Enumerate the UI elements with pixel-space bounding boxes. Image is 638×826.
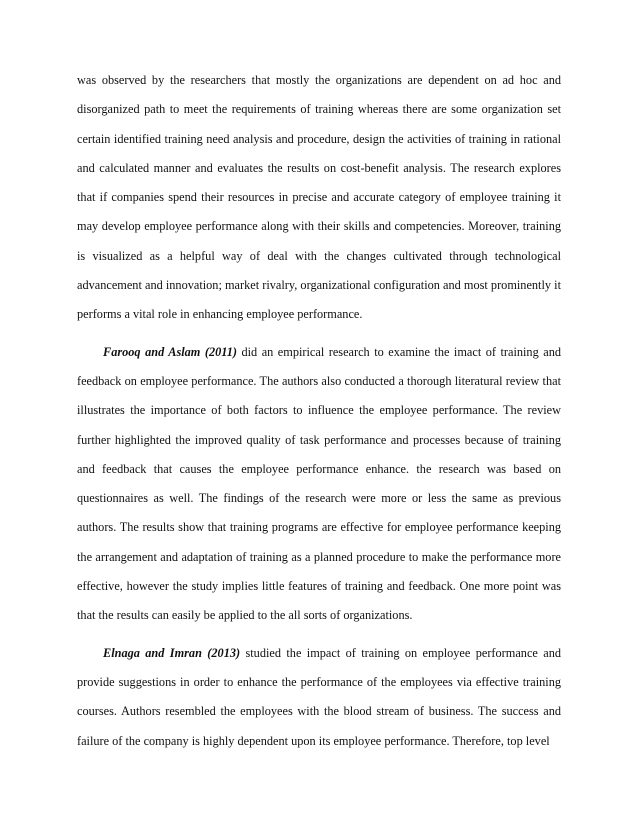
paragraph-1-text: was observed by the researchers that mostly the organizations are dependent on ad hoc and disorganized path to meet the requirements of training whereas there are some organization set certain identified training need analysis and procedure, design the activities of training in rational and calculated manner and evaluates the results on cost-benefit analysis. The research explores that if companies spend their resources in precise and accurate category of employee training it may develop employee performance along with their skills and competencies. Moreover, training is visualized as a helpful way of deal with the changes cultivated through technological advancement and innovation; market rivalry, organizational configuration and most prominently it performs a vital role in enhancing employee performance. — [77, 73, 561, 322]
paragraph-1 — [77, 66, 561, 330]
body-text — [77, 66, 561, 764]
citation-elnaga-imran: Elnaga and Imran (2013) — [103, 645, 241, 660]
paragraph-3 — [77, 639, 561, 756]
paragraph-2 — [77, 338, 561, 631]
paragraph-2-text: did an empirical research to examine the imact of training and feedback on employee performance. The authors also conducted a thorough literatural review that illustrates the importance of both factors to influence the employee performance. The review further highlighted the improved quality of task performance and processes because of training and feedback that causes the employee performance enhance. the research was based on questionnaires as well. The findings of the research were more or less the same as previous authors. The results show that training programs are effective for employee performance keeping the arrangement and adaptation of training as a planned procedure to make the performance more effective, however the study implies little features of training and feedback. One more point was that the results can easily be applied to the all sorts of organizations. — [77, 344, 561, 623]
citation-farooq-aslam: Farooq and Aslam (2011) — [103, 344, 237, 359]
paragraph-3-text: studied the impact of training on employee performance and provide suggestions in order to enhance the performance of the employees via effective training courses. Authors resembled the employees with the blood stream of business. The success and failure of the company is highly dependent upon its employee performance. Therefore, top level — [77, 645, 561, 748]
